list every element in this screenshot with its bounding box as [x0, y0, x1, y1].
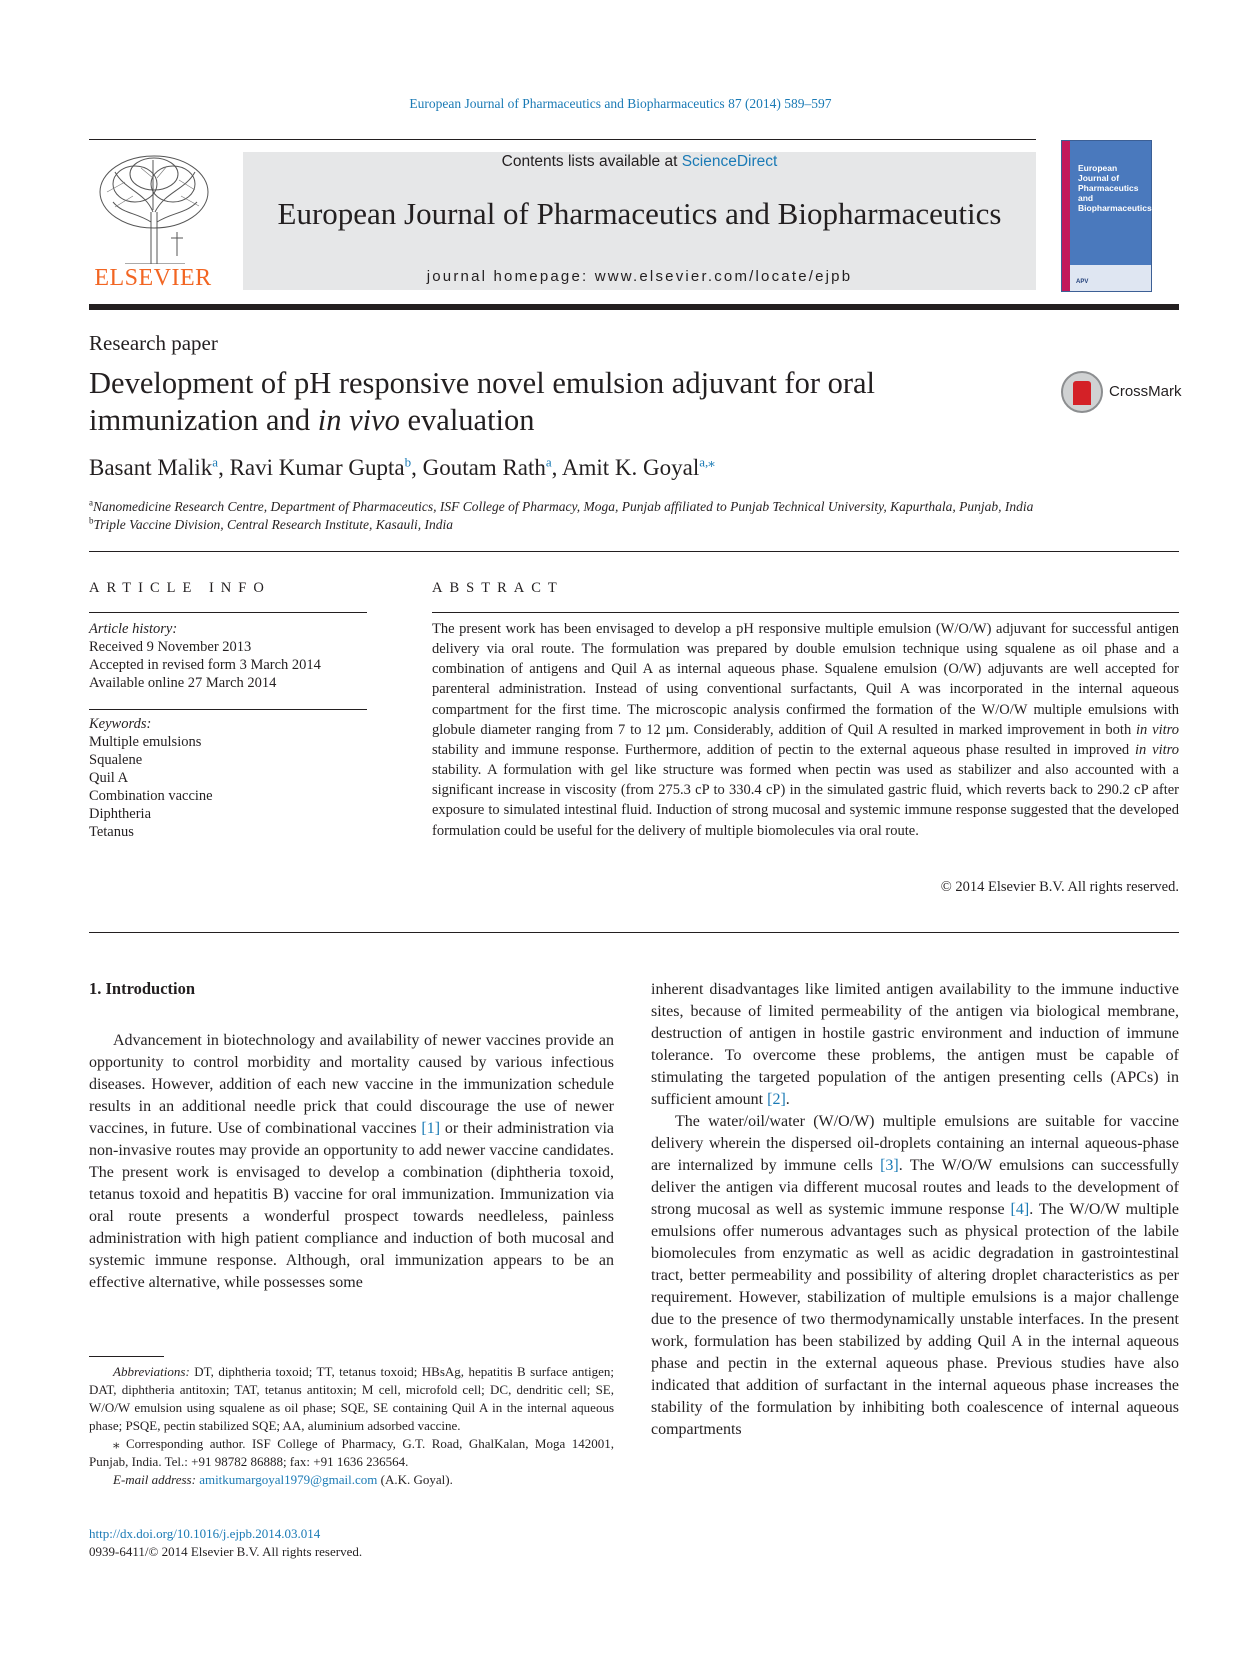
affiliation-text: Nanomedicine Research Centre, Department of Pharmaceutics, ISF College of Pharmacy, Moga, Punjab affiliated to Punjab Technical University, Kapurthala, Punjab, India [93, 499, 1034, 514]
article-info-rule [89, 709, 367, 710]
contents-prefix: Contents lists available at [501, 153, 682, 170]
journal-homepage-link[interactable]: journal homepage: www.elsevier.com/locate/ejpb [426, 268, 853, 285]
keywords-label: Keywords: [89, 716, 152, 732]
contents-line [243, 153, 1036, 171]
sciencedirect-link[interactable]: ScienceDirect [681, 153, 778, 170]
abstract-italic: in vitro [1136, 721, 1179, 738]
paragraph-text: The water/oil/water (W/O/W) multiple emulsions are suitable for vaccine delivery wherein the dispersed oil-droplets containing an internal aqueous-phase are internalized by immune cells [651, 1113, 1179, 1174]
cover-bottom-band [1070, 265, 1151, 291]
abstract-copyright: © 2014 Elsevier B.V. All rights reserved. [940, 879, 1179, 895]
email-label: E-mail address: [113, 1472, 200, 1487]
crossmark-label: CrossMark [1109, 383, 1182, 400]
keyword: Squalene [89, 752, 143, 768]
journal-masthead [243, 152, 1036, 290]
masthead-thick-rule [89, 304, 1179, 310]
title-part1: Development of pH responsive novel emulsion adjuvant for oral immunization and [89, 366, 876, 437]
issn-copyright: 0939-6411/© 2014 Elsevier B.V. All rights reserved. [89, 1544, 363, 1559]
article-info-rule [89, 612, 367, 613]
author-sup[interactable]: a [212, 454, 219, 470]
section-rule [89, 551, 1179, 552]
reference-link[interactable]: [1] [421, 1120, 441, 1137]
author-name[interactable]: Basant Malik [89, 455, 213, 480]
keyword: Diphtheria [89, 806, 152, 822]
elsevier-wordmark: ELSEVIER [94, 265, 212, 291]
journal-cover-image[interactable] [1061, 140, 1152, 292]
keyword: Quil A [89, 770, 129, 786]
abbreviations-text: DT, diphtheria toxoid; TT, tetanus toxoid; HBsAg, hepatitis B surface antigen; DAT, diphtheria antitoxin; TAT, tetanus antitoxin; M cell, microfold cell; DC, dendritic cell; SE, W/O/W emulsion using squalene as oil phase; SQE, SE containing Quil A in the internal aqueous phase; PSQE, pectin stabilized SQE; AA, aluminium adsorbed vaccine. [89, 1364, 614, 1433]
paragraph-text: . The W/O/W multiple emulsions offer numerous advantages such as physical protection of the labile biomolecules from enzymatic as well as acidic degradation in gastrointestinal tract, better permeability and possibility of altering droplet characteristics as per requirement. However, stabilization of multiple emulsions is a major challenge due to the presence of two thermodynamically unstable interfaces. In the present work, formulation has been stabilized by adding Quil A in the internal aqueous phase and pectin in the external aqueous phase. Previous studies have also indicated that addition of surfactant in the internal aqueous phase increases the stability of the formulation by inhibiting both coalescence of internal aqueous compartments [651, 1201, 1180, 1438]
corresponding-author-footnote: ⁎ Corresponding author. ISF College of Pharmacy, G.T. Road, GhalKalan, Moga 142001, Punjab, India. Tel.: +91 98782 86888; fax: +91 1636 236564. [89, 1436, 614, 1469]
journal-reference-link[interactable]: European Journal of Pharmaceutics and Biopharmaceutics 87 (2014) 589–597 [409, 96, 832, 111]
title-part2: evaluation [399, 403, 535, 437]
author-name[interactable]: Amit K. Goyal [561, 455, 700, 480]
keywords-block [89, 715, 367, 841]
elsevier-logo [89, 152, 217, 292]
keyword: Combination vaccine [89, 788, 213, 804]
author-list: Basant Malik$^a$, Ravi Kumar Gupta$^b$, Goutam Rath$^a$, Amit K. Goyal$^{a,⁎}$ [89, 454, 715, 480]
author-sup[interactable]: a [545, 454, 552, 470]
author-name[interactable]: Goutam Rath [422, 455, 546, 480]
body-left-column [89, 1030, 614, 1294]
paragraph-text: . [785, 1091, 790, 1108]
abstract-segment: stability. A formulation with gel like structure was formed when pectin was used as stabilizer and also accounted with a significant increase in viscosity (from 275.3 cP to 330.4 cP) in the simulated gastric fluid, which reverts back to 290.2 cP after exposure to simulated intestinal fluid. Induction of strong mucosal and systemic immune response suggested that the developed formulation could be useful for the delivery of multiple biomolecules via oral route. [432, 762, 1179, 839]
header-rule [89, 139, 1036, 140]
introduction-heading: 1. Introduction [89, 979, 196, 998]
abstract-segment: stability and immune response. Furthermore, addition of pectin to the external aqueous phase resulted in improved [432, 741, 1136, 758]
doi-link[interactable]: http://dx.doi.org/10.1016/j.ejpb.2014.03.014 [89, 1526, 321, 1541]
reference-link[interactable]: [4] [1010, 1201, 1030, 1218]
crossmark-button[interactable] [1061, 371, 1181, 419]
body-right-column [651, 979, 1179, 1441]
keyword: Multiple emulsions [89, 734, 202, 750]
paragraph [651, 1111, 1179, 1441]
paragraph-text: . The W/O/W emulsions can successfully deliver the antigen via different mucosal routes and leads to the development of strong mucosal as well as systemic immune response [651, 1157, 1179, 1218]
crossmark-icon [1061, 371, 1103, 413]
history-label: Article history: [89, 621, 178, 637]
affiliation-text: Triple Vaccine Division, Central Research Institute, Kasauli, India [93, 517, 453, 532]
revised-date: Accepted in revised form 3 March 2014 [89, 657, 321, 673]
cover-title: European Journal of Pharmaceutics and Biopharmaceutics [1078, 163, 1152, 213]
abstract-italic: in vitro [1135, 741, 1179, 758]
email-footnote [89, 1471, 614, 1489]
footnotes [89, 1363, 614, 1489]
affiliation [89, 499, 1033, 515]
footnote-rule [89, 1356, 164, 1357]
author-sup[interactable]: b [404, 454, 412, 470]
reference-link[interactable]: [2] [767, 1091, 786, 1108]
cover-strip [1062, 141, 1070, 291]
abstract-rule [432, 612, 1179, 613]
body-rule [89, 932, 1179, 933]
crossmark-bookmark [1073, 381, 1091, 405]
abstract-text [432, 619, 1179, 841]
journal-title: European Journal of Pharmaceutics and Biopharmaceutics [277, 196, 1002, 231]
author-sup[interactable]: a,⁎ [699, 454, 715, 470]
paragraph-text: or their administration via non-invasive routes may provide an opportunity to add newer vaccine candidates. The present work is envisaged to develop a combination (diphtheria toxoid, tetanus toxoid and hepatitis B) vaccine for oral immunization. Immunization via oral route presents a wonderful prospect towards needleless, painless administration with high patient compliance and induction of both mucosal and systemic immune response. Although, oral immunization appears to be an effective alternative, while possesses some [89, 1120, 615, 1291]
abstract-segment: The present work has been envisaged to develop a pH responsive multiple emulsion (W/O/W) adjuvant for successful antigen delivery via oral route. The formulation was prepared by double emulsion technique using squalene as oil phase and a combination of antigens and Quil A as internal aqueous phase. Squalene emulsion (O/W) adjuvants are well accepted for parenteral administration. Instead of using conventional surfactants, Quil A was incorporated in the internal aqueous compartment for the first time. The microscopic analysis confirmed the formation of the W/O/W multiple emulsions with globule diameter ranging from 7 to 12 µm. Considerably, addition of Quil A resulted in marked improvement in both [432, 621, 1179, 738]
paragraph [89, 1030, 614, 1294]
elsevier-tree-icon [95, 152, 213, 264]
affiliation-sup: b [89, 515, 94, 526]
received-date: Received 9 November 2013 [89, 639, 252, 655]
affiliation-sup: a [89, 497, 93, 508]
email-link[interactable]: amitkumargoyal1979@gmail.com [199, 1472, 378, 1487]
title-italic: in vivo [317, 403, 400, 437]
article-info-heading: ARTICLE INFO [89, 580, 271, 596]
affiliation [89, 517, 453, 533]
article-type: Research paper [89, 331, 218, 355]
paragraph [651, 979, 1179, 1111]
cover-bottom-logo: APV [1076, 279, 1089, 285]
reference-link[interactable]: [3] [880, 1157, 899, 1174]
abbreviations-label: Abbreviations: [113, 1364, 190, 1379]
abbreviations-footnote [89, 1363, 614, 1435]
online-date: Available online 27 March 2014 [89, 675, 277, 691]
paragraph-text: Advancement in biotechnology and availability of newer vaccines provide an opportunity to control morbidity and mortality caused by various infectious diseases. However, addition of each new vaccine in the immunization schedule results in an additional needle prick that could discourage the use of newer vaccines, in future. Use of combinational vaccines [89, 1032, 614, 1137]
author-name[interactable]: Ravi Kumar Gupta [229, 455, 405, 480]
email-suffix: (A.K. Goyal). [377, 1472, 453, 1487]
paragraph-text: inherent disadvantages like limited antigen availability to the immune inductive sites, because of limited permeability of the antigen via biological membrane, destruction of antigen in hostile gastric environment and induction of immune tolerance. To overcome these problems, the antigen must be capable of stimulating the targeted population of the antigen presenting cells (APCs) in sufficient amount [651, 981, 1179, 1108]
abstract-heading: ABSTRACT [432, 580, 564, 596]
keyword: Tetanus [89, 824, 134, 840]
article-history [89, 620, 367, 692]
article-title [89, 365, 989, 439]
